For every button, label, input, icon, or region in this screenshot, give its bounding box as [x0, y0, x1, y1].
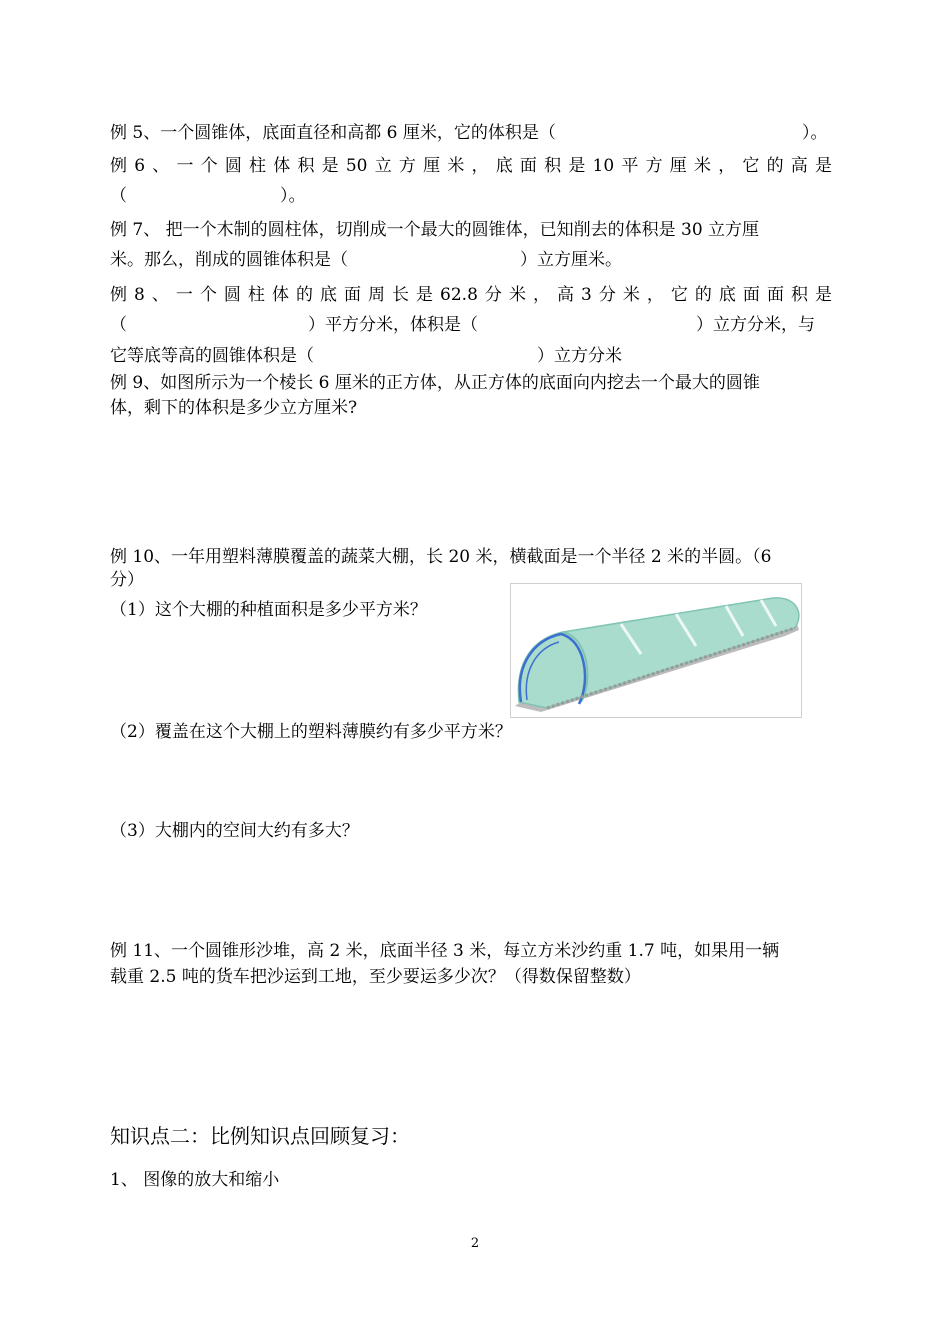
justified-token: 面 [343, 285, 361, 305]
justified-token: 积 [297, 156, 315, 176]
justified-token: 6 [134, 156, 146, 176]
example-7-line-2 [110, 248, 832, 272]
section-2-item-1: 1、 图像的放大和缩小 [110, 1170, 280, 1190]
justified-token: 一 [175, 285, 193, 305]
justified-token: 长 [392, 285, 410, 305]
justified-token: 8 [134, 285, 145, 305]
justified-token: 方 [398, 156, 416, 176]
example-7-line-1: 例 7、 把一个木制的圆柱体，切削成一个最大的圆锥体，已知削去的体积是 30 立方厘 [110, 220, 760, 240]
justified-token: 底 [718, 285, 736, 305]
justified-token: 它 [670, 285, 688, 305]
example-10-line-2: 分） [110, 570, 144, 590]
example-6-close: ）。 [280, 186, 306, 206]
justified-token: 体 [273, 156, 291, 176]
justified-token: 面 [766, 285, 784, 305]
example-6-line-1 [110, 154, 832, 178]
justified-token: 62.8 [440, 285, 478, 305]
justified-token: 例 [110, 156, 127, 176]
justified-token: 米 [508, 285, 526, 305]
greenhouse-illustration [510, 583, 802, 718]
example-8-cone-unit: ）立方分米 [537, 346, 622, 366]
justified-token: 高 [790, 156, 808, 176]
example-8-line-3 [110, 344, 832, 368]
justified-token: 底 [495, 156, 513, 176]
justified-token: 圆 [224, 156, 242, 176]
justified-token: 周 [368, 285, 385, 305]
justified-token: 面 [742, 285, 760, 305]
justified-token: 分 [484, 285, 502, 305]
example-9-line-2: 体，剩下的体积是多少立方厘米? [110, 398, 358, 418]
justified-token: 厘 [423, 156, 441, 176]
justified-token: 一 [176, 156, 194, 176]
justified-token: 的 [295, 285, 313, 305]
justified-token: ， [646, 285, 664, 305]
section-2-title: 知识点二：比例知识点回顾复习： [110, 1124, 410, 1148]
page-number: 2 [470, 1236, 480, 1251]
example-8-volume-unit: ）立方分米，与 [696, 315, 815, 335]
justified-token: ， [718, 156, 736, 176]
justified-token: 平 [621, 156, 639, 176]
justified-token: 的 [694, 285, 712, 305]
example-8-line-2 [110, 313, 832, 337]
justified-token: 柱 [249, 156, 267, 176]
example-7-text: 米。那么，削成的圆锥体积是（ [110, 250, 348, 270]
justified-token: 米 [622, 285, 640, 305]
justified-token: 10 [592, 156, 615, 176]
example-5 [110, 121, 832, 145]
justified-token: 是 [568, 156, 586, 176]
example-6-open: （ [110, 186, 127, 206]
justified-token: 是 [416, 285, 434, 305]
justified-token: 个 [199, 285, 217, 305]
justified-token: 个 [200, 156, 218, 176]
justified-token: 是 [815, 156, 832, 176]
justified-token: 是 [321, 156, 339, 176]
example-6-line-2 [110, 184, 832, 208]
greenhouse-film [518, 598, 798, 708]
example-10-question-3: （3）大棚内的空间大约有多大？ [110, 821, 359, 841]
justified-token: 例 [110, 285, 127, 305]
justified-token: 立 [374, 156, 392, 176]
justified-token: 米 [447, 156, 465, 176]
justified-token: 柱 [247, 285, 265, 305]
justified-token: 方 [645, 156, 663, 176]
justified-token: ， [471, 156, 489, 176]
example-9-line-1: 例 9、如图所示为一个棱长 6 厘米的正方体，从正方体的底面向内挖去一个最大的圆锥 [110, 373, 760, 393]
justified-token: 50 [345, 156, 368, 176]
justified-token: 底 [319, 285, 337, 305]
justified-token: 、 [151, 285, 169, 305]
justified-token: 3 [580, 285, 592, 305]
justified-token: 米 [693, 156, 711, 176]
example-7-unit: ）立方厘米。 [520, 250, 622, 270]
example-5-text: 例 5、一个圆锥体，底面直径和高都 6 厘米，它的体积是（ [110, 123, 556, 143]
justified-token: 它 [742, 156, 760, 176]
justified-token: 体 [271, 285, 289, 305]
justified-token: 厘 [669, 156, 687, 176]
example-10-line-1: 例 10、一年用塑料薄膜覆盖的蔬菜大棚，长 20 米，横截面是一个半径 2 米的半圆。（6 [110, 547, 772, 567]
justified-token: 面 [519, 156, 537, 176]
example-10-question-2: （2）覆盖在这个大棚上的塑料薄膜约有多少平方米？ [110, 722, 512, 742]
example-11-line-2: 载重 2.5 吨的货车把沙运到工地，至少要运多少次？（得数保留整数） [110, 967, 641, 987]
example-5-close: ）。 [802, 123, 828, 143]
example-8-line-1 [110, 283, 832, 307]
justified-token: 高 [556, 285, 574, 305]
justified-token: 积 [790, 285, 808, 305]
justified-token: ， [532, 285, 550, 305]
justified-token: 积 [544, 156, 562, 176]
example-8-cone-text: 它等底等高的圆锥体积是（ [110, 346, 314, 366]
justified-token: 是 [814, 285, 832, 305]
example-11-line-1: 例 11、一个圆锥形沙堆，高 2 米，底面半径 3 米，每立方米沙约重 1.7 吨，如果用一辆 [110, 941, 780, 961]
justified-token: 、 [152, 156, 170, 176]
justified-token: 圆 [223, 285, 241, 305]
example-8-area-unit: ）平方分米，体积是（ [308, 315, 478, 335]
justified-token: 分 [598, 285, 616, 305]
example-8-open: （ [110, 315, 127, 335]
example-10-question-1: （1）这个大棚的种植面积是多少平方米？ [110, 600, 427, 620]
justified-token: 的 [766, 156, 784, 176]
greenhouse-drawing [511, 584, 801, 717]
